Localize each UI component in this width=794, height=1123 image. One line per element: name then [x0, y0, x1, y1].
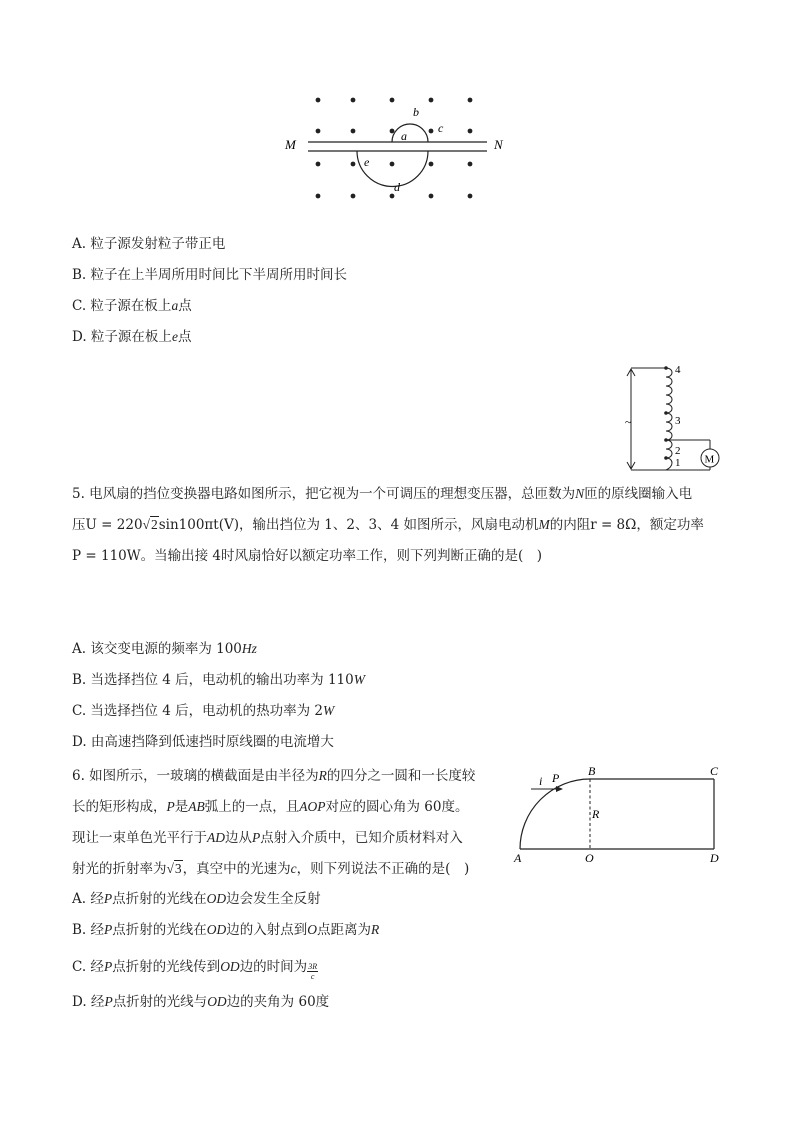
upper-semicircle [392, 124, 428, 142]
q6-stem-line-3: 现让一束单色光平行于AD边从P点射入介质中，已知介质材料对入 [72, 830, 463, 846]
q5-option-a: A. 该交变电源的频率为 100Hz [72, 641, 257, 657]
q6-stem-line-1: 6. 如图所示，一玻璃的横截面是由半径为R的四分之一圆和一长度较 [72, 768, 476, 784]
label-D: D [710, 851, 719, 865]
figure-glass-section [508, 762, 733, 867]
figure-magnetic-field [280, 90, 503, 205]
tap-label-3: 3 [675, 415, 681, 427]
motor-label: M [704, 453, 715, 466]
label-P: P [552, 771, 560, 785]
tap-label-1: 1 [675, 457, 681, 469]
tap-label-4: 4 [675, 364, 681, 376]
q6-stem-line-4: 射光的折射率为√3，真空中的光速为c，则下列说法不正确的是( ) [72, 861, 470, 877]
q4-option-c: C. 粒子源在板上a点 [72, 298, 192, 314]
q4-option-a: A. 粒子源发射粒子带正电 [72, 236, 226, 252]
q6-stem-line-2: 长的矩形构成，P是AB弧上的一点，且AOP对应的圆心角为 60度。 [72, 799, 469, 815]
figure-transformer-circuit [618, 360, 728, 478]
label-A: A [514, 851, 522, 865]
tap-label-2: 2 [675, 445, 681, 457]
ac-source-symbol: ~ [625, 415, 632, 429]
q5-stem-line-1: 5. 电风扇的挡位变换器电路如图所示，把它视为一个可调压的理想变压器，总匝数为N匝的原线圈输入电 [72, 486, 693, 502]
label-d: d [394, 180, 400, 194]
label-b: b [413, 105, 419, 119]
q6-option-d: D. 经P点折射的光线与OD边的夹角为 60度 [72, 994, 330, 1010]
label-O: O [585, 851, 594, 865]
time-fraction: $\frac{3R}{c}$ [308, 962, 318, 981]
label-M: M [285, 137, 296, 152]
q4-option-d: D. 粒子源在板上e点 [72, 329, 192, 345]
q5-option-d: D. 由高速挡降到低速挡时原线圈的电流增大 [72, 734, 334, 750]
label-i: i [539, 774, 543, 788]
label-a: a [401, 129, 407, 143]
label-R: R [592, 807, 600, 821]
q6-option-a: A. 经P点折射的光线在OD边会发生全反射 [72, 891, 321, 907]
q5-stem-line-3: P = 110W。当输出接 4时风扇恰好以额定功率工作，则下列判断正确的是( ) [72, 548, 543, 564]
q5-option-b: B. 当选择挡位 4 后，电动机的输出功率为 110W [72, 672, 365, 688]
q6-option-b: B. 经P点折射的光线在OD边的入射点到O点距离为R [72, 922, 380, 938]
q5-stem-line-2: 压U = 220√2sin100πt(V)，输出挡位为 1、2、3、4 如图所示，风扇电动机M的内阻r = 8Ω，额定功率 [72, 517, 704, 533]
label-B: B [588, 764, 596, 778]
q4-option-b: B. 粒子在上半周所用时间比下半周所用时间长 [72, 267, 348, 283]
label-C: C [710, 764, 719, 778]
coil [666, 368, 672, 470]
label-e: e [364, 155, 370, 169]
q6-option-c: C. 经P点折射的光线传到OD边的时间为 $\frac{3R}{c}$ [72, 959, 318, 981]
label-N: N [494, 137, 503, 152]
label-c: c [438, 121, 444, 135]
q5-option-c: C. 当选择挡位 4 后，电动机的热功率为 2W [72, 703, 335, 719]
